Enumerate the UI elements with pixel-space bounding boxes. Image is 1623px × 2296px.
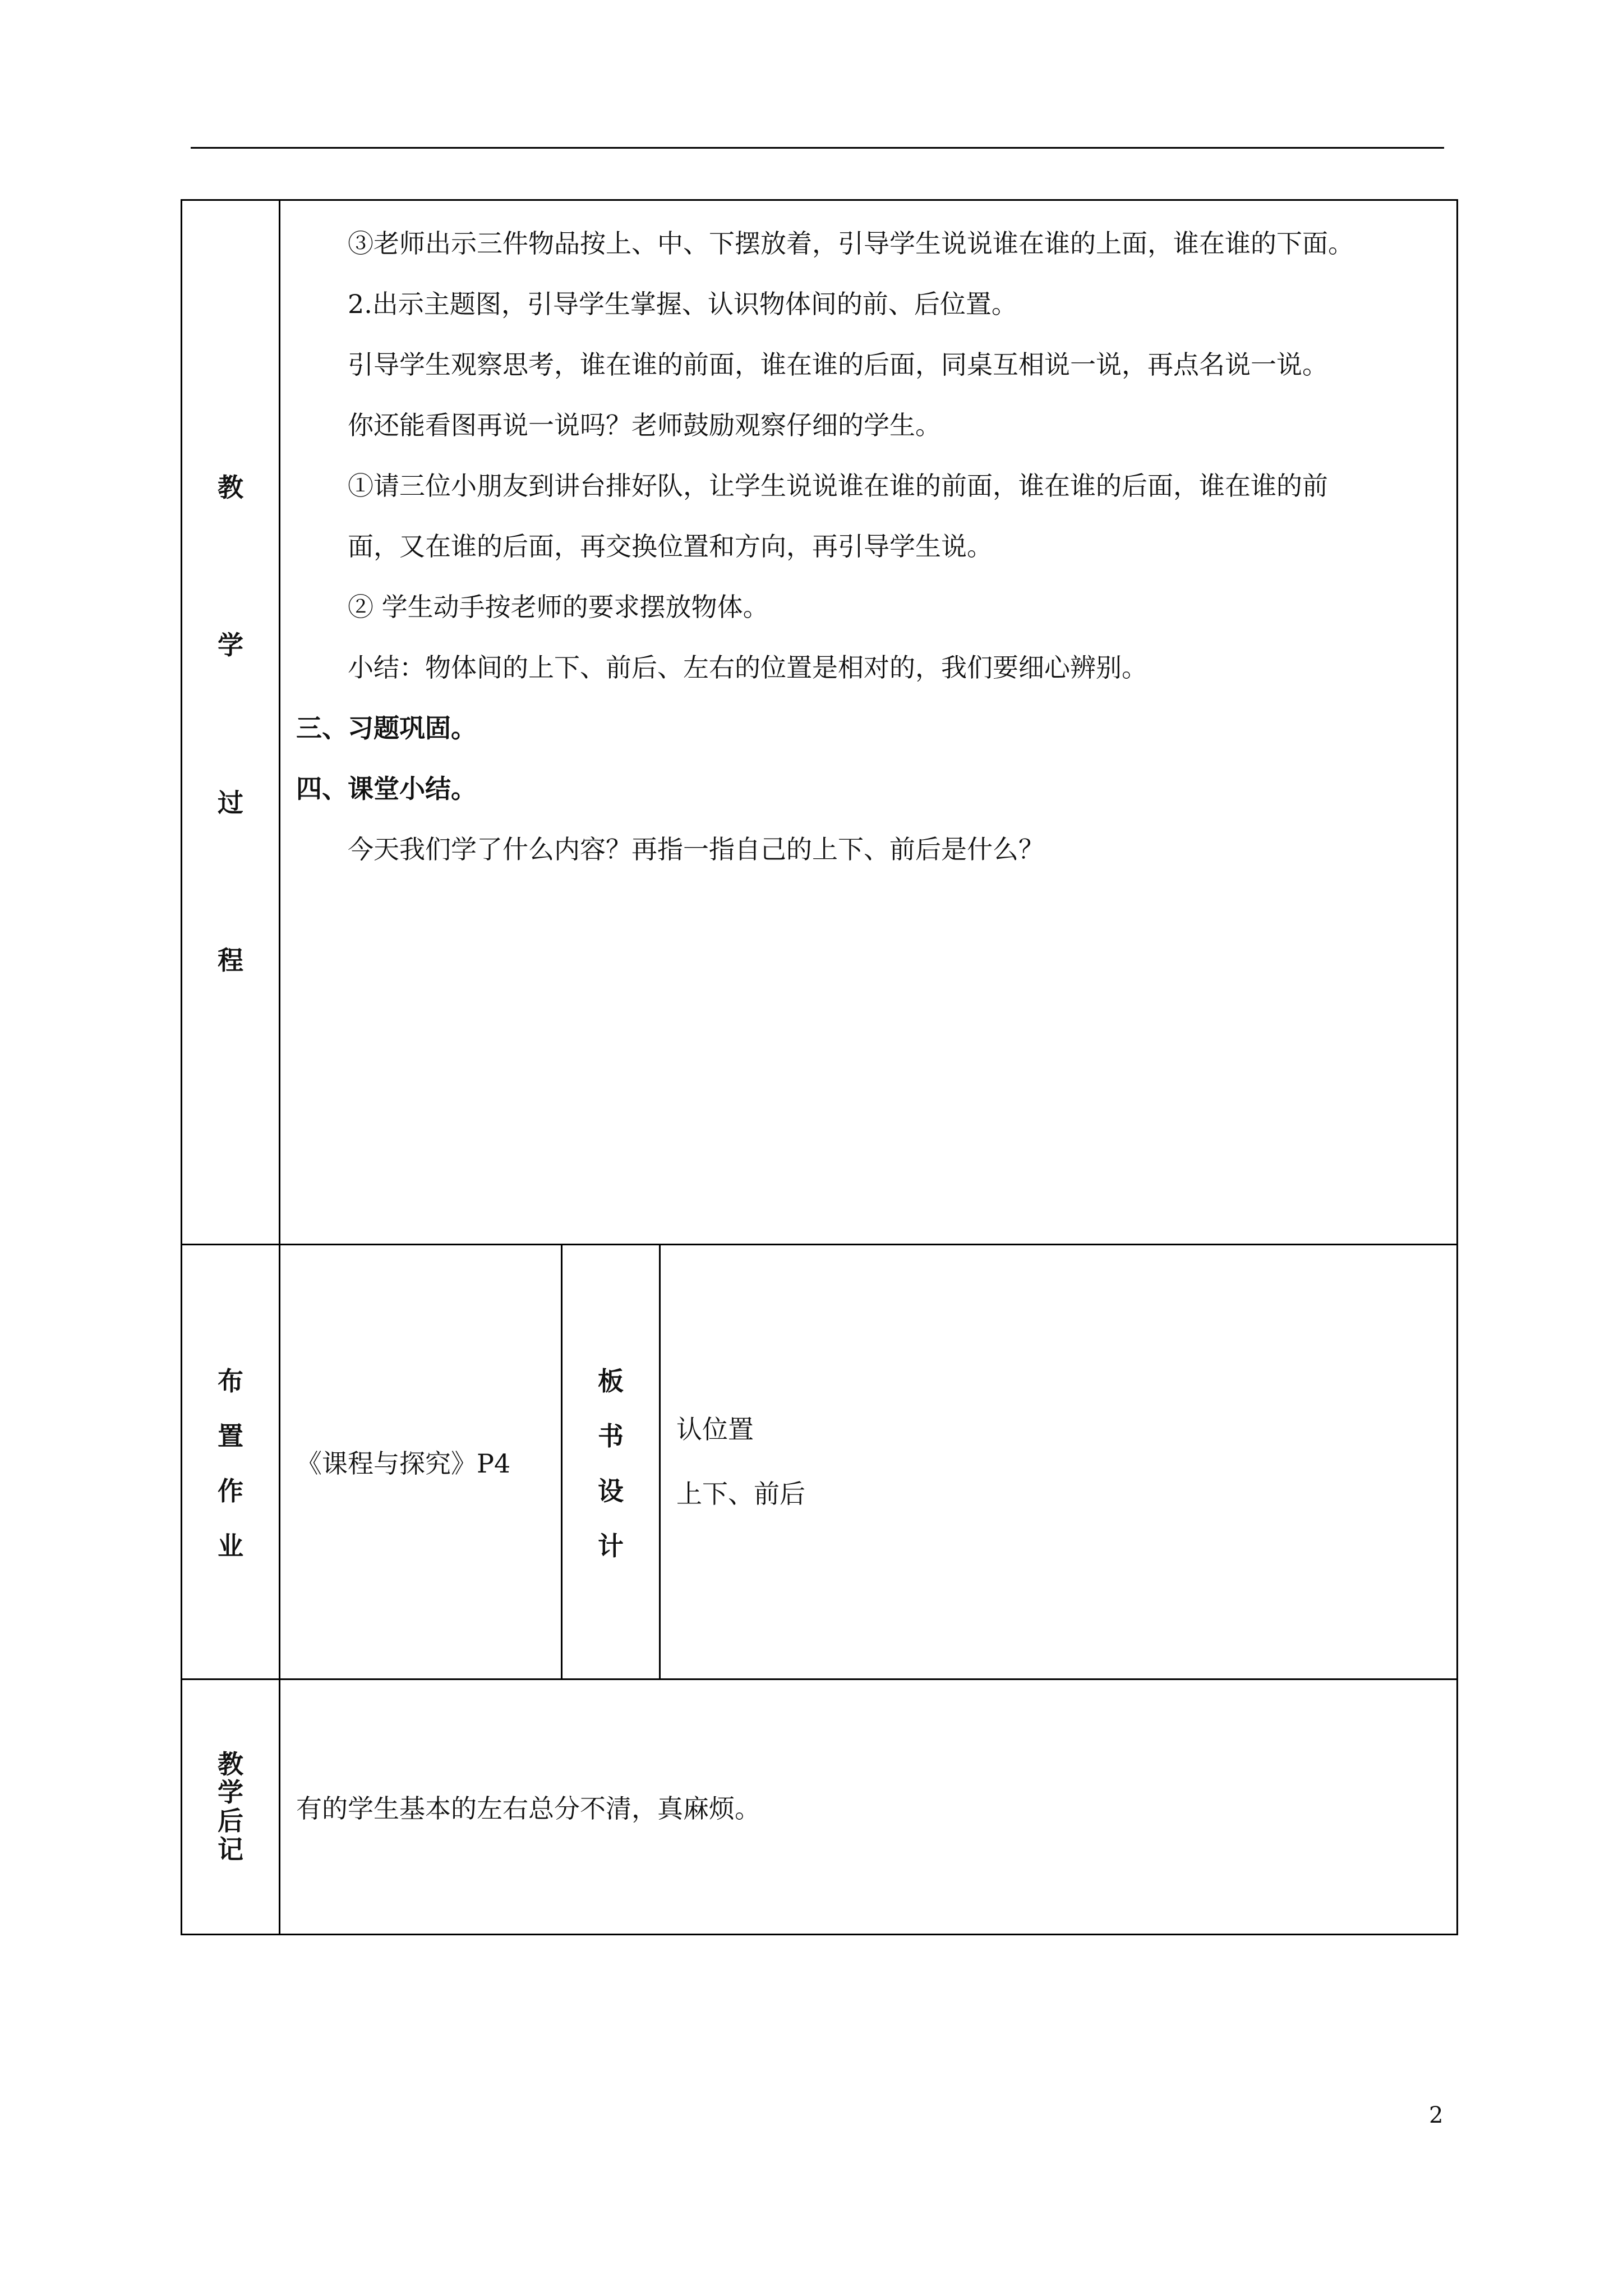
homework-board-row: [182, 1245, 1458, 1680]
header-rule: [191, 147, 1444, 149]
board-design-content: [660, 1245, 1458, 1680]
process-line: ③老师出示三件物品按上、中、下摆放着，引导学生说说谁在谁的上面，谁在谁的下面。: [348, 228, 1354, 259]
teaching-process-char: 过: [218, 788, 243, 818]
teaching-notes-char: 学: [218, 1777, 243, 1808]
homework-char: 作: [218, 1476, 243, 1506]
process-line: 你还能看图再说一说吗？老师鼓励观察仔细的学生。: [348, 410, 941, 440]
teaching-process-char: 学: [218, 630, 243, 660]
teaching-notes-char: 记: [218, 1834, 243, 1865]
homework-char: 业: [218, 1531, 243, 1561]
teaching-process-label: [182, 200, 280, 1245]
process-line: 引导学生观察思考，谁在谁的前面，谁在谁的后面，同桌互相说一说，再点名说一说。: [348, 349, 1328, 380]
homework-text: 《课程与探究》P4: [280, 1245, 562, 1680]
board-design-label-chars: [562, 1361, 659, 1563]
board-design-char: 设: [598, 1476, 624, 1506]
page-number: 2: [1429, 2102, 1444, 2128]
teaching-process-label-chars: [182, 467, 279, 977]
teaching-notes-char: 教: [218, 1749, 243, 1779]
board-design-line: 上下、前后: [676, 1479, 805, 1509]
teaching-notes-text: 有的学生基本的左右总分不清，真麻烦。: [280, 1680, 1458, 1935]
process-line: 2.出示主题图，引导学生掌握、认识物体间的前、后位置。: [348, 289, 1017, 319]
teaching-process-row: [182, 200, 1458, 1245]
homework-label: [182, 1245, 280, 1680]
homework-char: 置: [218, 1421, 243, 1451]
process-line: ①请三位小朋友到讲台排好队，让学生说说谁在谁的前面，谁在谁的后面，谁在谁的前: [348, 471, 1328, 501]
lesson-plan-table: [181, 199, 1458, 1935]
process-line: 小结：物体间的上下、前后、左右的位置是相对的，我们要细心辨别。: [348, 652, 1147, 683]
board-design-label: [562, 1245, 660, 1680]
teaching-notes-char: 后: [218, 1806, 243, 1836]
teaching-process-char: 教: [218, 472, 243, 503]
teaching-notes-row: [182, 1680, 1458, 1935]
homework-char: 布: [218, 1366, 243, 1396]
homework-label-chars: [182, 1361, 279, 1563]
teaching-notes-label-chars: [182, 1750, 279, 1864]
board-design-line: 认位置: [676, 1414, 754, 1444]
process-line: 面，又在谁的后面，再交换位置和方向，再引导学生说。: [348, 531, 993, 562]
teaching-process-lines: [280, 201, 1456, 880]
teaching-notes-label: [182, 1680, 280, 1935]
board-design-char: 板: [598, 1366, 624, 1396]
section-heading: 四、课堂小结。: [296, 774, 477, 804]
board-design-char: 计: [598, 1531, 624, 1561]
teaching-process-content: [280, 200, 1458, 1245]
process-line: ② 学生动手按老师的要求摆放物体。: [348, 592, 769, 622]
process-line: 今天我们学了什么内容？再指一指自己的上下、前后是什么？: [348, 834, 1044, 864]
section-heading: 三、习题巩固。: [296, 713, 477, 743]
teaching-process-char: 程: [218, 945, 243, 976]
board-design-char: 书: [598, 1421, 624, 1451]
board-design-lines: [676, 1397, 1456, 1526]
